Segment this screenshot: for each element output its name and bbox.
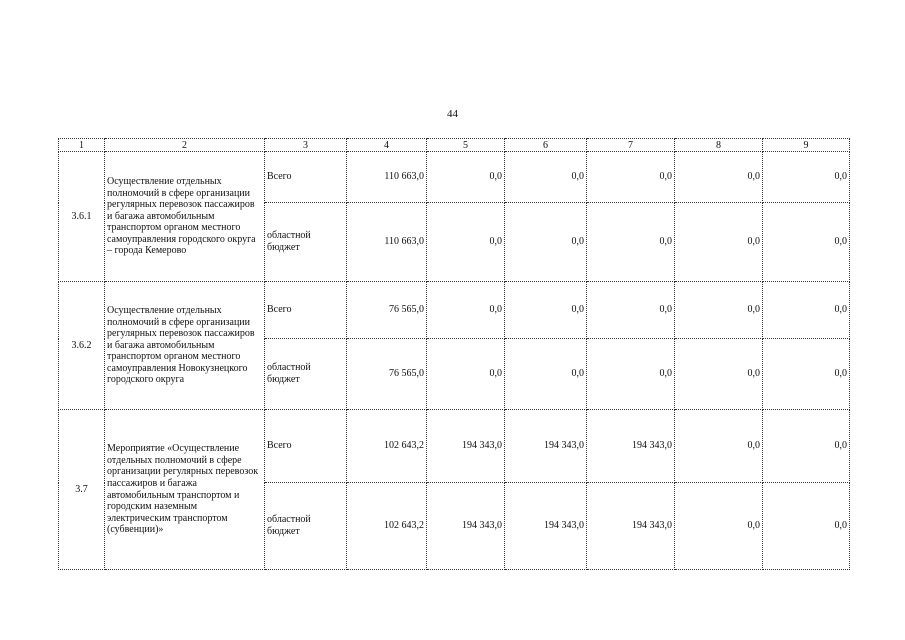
value-cell: 194 343,0 xyxy=(587,483,675,570)
funding-source: областной бюджет xyxy=(265,483,347,570)
header-row xyxy=(59,139,850,152)
item-code: 3.7 xyxy=(59,410,105,570)
value-cell: 0,0 xyxy=(763,282,850,339)
value-cell: 0,0 xyxy=(427,152,505,203)
value-cell: 194 343,0 xyxy=(505,410,587,483)
column-header: 4 xyxy=(347,139,427,152)
value-cell: 0,0 xyxy=(763,339,850,410)
value-cell: 0,0 xyxy=(763,483,850,570)
funding-source: Всего xyxy=(265,282,347,339)
value-cell: 194 343,0 xyxy=(587,410,675,483)
item-code: 3.6.2 xyxy=(59,282,105,410)
item-code: 3.6.1 xyxy=(59,152,105,282)
table-row xyxy=(59,282,850,339)
value-cell: 0,0 xyxy=(505,282,587,339)
value-cell: 0,0 xyxy=(505,203,587,282)
table-row xyxy=(59,152,850,203)
item-name: Мероприятие «Осуществление отдельных полномочий в сфере организации регулярных перевозок пассажиров и багажа автомобильным транспортом и городским наземным электрическим транспортом (субвенции)» xyxy=(105,410,265,570)
column-header: 9 xyxy=(763,139,850,152)
value-cell: 0,0 xyxy=(427,203,505,282)
value-cell: 0,0 xyxy=(505,339,587,410)
item-name: Осуществление отдельных полномочий в сфере организации регулярных перевозок пассажиров и багажа автомобильным транспортом органом местного самоуправления городского округа – города Кемерово xyxy=(105,152,265,282)
funding-source: Всего xyxy=(265,410,347,483)
column-header: 1 xyxy=(59,139,105,152)
value-cell: 76 565,0 xyxy=(347,282,427,339)
value-cell: 0,0 xyxy=(675,339,763,410)
value-cell: 0,0 xyxy=(587,282,675,339)
value-cell: 194 343,0 xyxy=(505,483,587,570)
funding-source: областной бюджет xyxy=(265,339,347,410)
value-cell: 0,0 xyxy=(675,203,763,282)
value-cell: 102 643,2 xyxy=(347,483,427,570)
value-cell: 0,0 xyxy=(763,152,850,203)
value-cell: 110 663,0 xyxy=(347,203,427,282)
item-name: Осуществление отдельных полномочий в сфере организации регулярных перевозок пассажиров и багажа автомобильным транспортом органом местного самоуправления Новокузнецкого городского округа xyxy=(105,282,265,410)
column-header: 6 xyxy=(505,139,587,152)
value-cell: 110 663,0 xyxy=(347,152,427,203)
page-number: 44 xyxy=(447,108,458,120)
value-cell: 0,0 xyxy=(587,152,675,203)
budget-table xyxy=(58,138,850,570)
value-cell: 194 343,0 xyxy=(427,410,505,483)
value-cell: 0,0 xyxy=(675,483,763,570)
column-header: 7 xyxy=(587,139,675,152)
value-cell: 194 343,0 xyxy=(427,483,505,570)
value-cell: 0,0 xyxy=(427,339,505,410)
column-header: 3 xyxy=(265,139,347,152)
value-cell: 0,0 xyxy=(675,282,763,339)
column-header: 5 xyxy=(427,139,505,152)
value-cell: 0,0 xyxy=(675,152,763,203)
funding-source: Всего xyxy=(265,152,347,203)
value-cell: 0,0 xyxy=(763,410,850,483)
value-cell: 0,0 xyxy=(427,282,505,339)
value-cell: 0,0 xyxy=(505,152,587,203)
column-header: 2 xyxy=(105,139,265,152)
value-cell: 0,0 xyxy=(587,339,675,410)
funding-source: областной бюджет xyxy=(265,203,347,282)
value-cell: 102 643,2 xyxy=(347,410,427,483)
column-header: 8 xyxy=(675,139,763,152)
value-cell: 0,0 xyxy=(587,203,675,282)
value-cell: 0,0 xyxy=(763,203,850,282)
table-row xyxy=(59,410,850,483)
value-cell: 76 565,0 xyxy=(347,339,427,410)
value-cell: 0,0 xyxy=(675,410,763,483)
